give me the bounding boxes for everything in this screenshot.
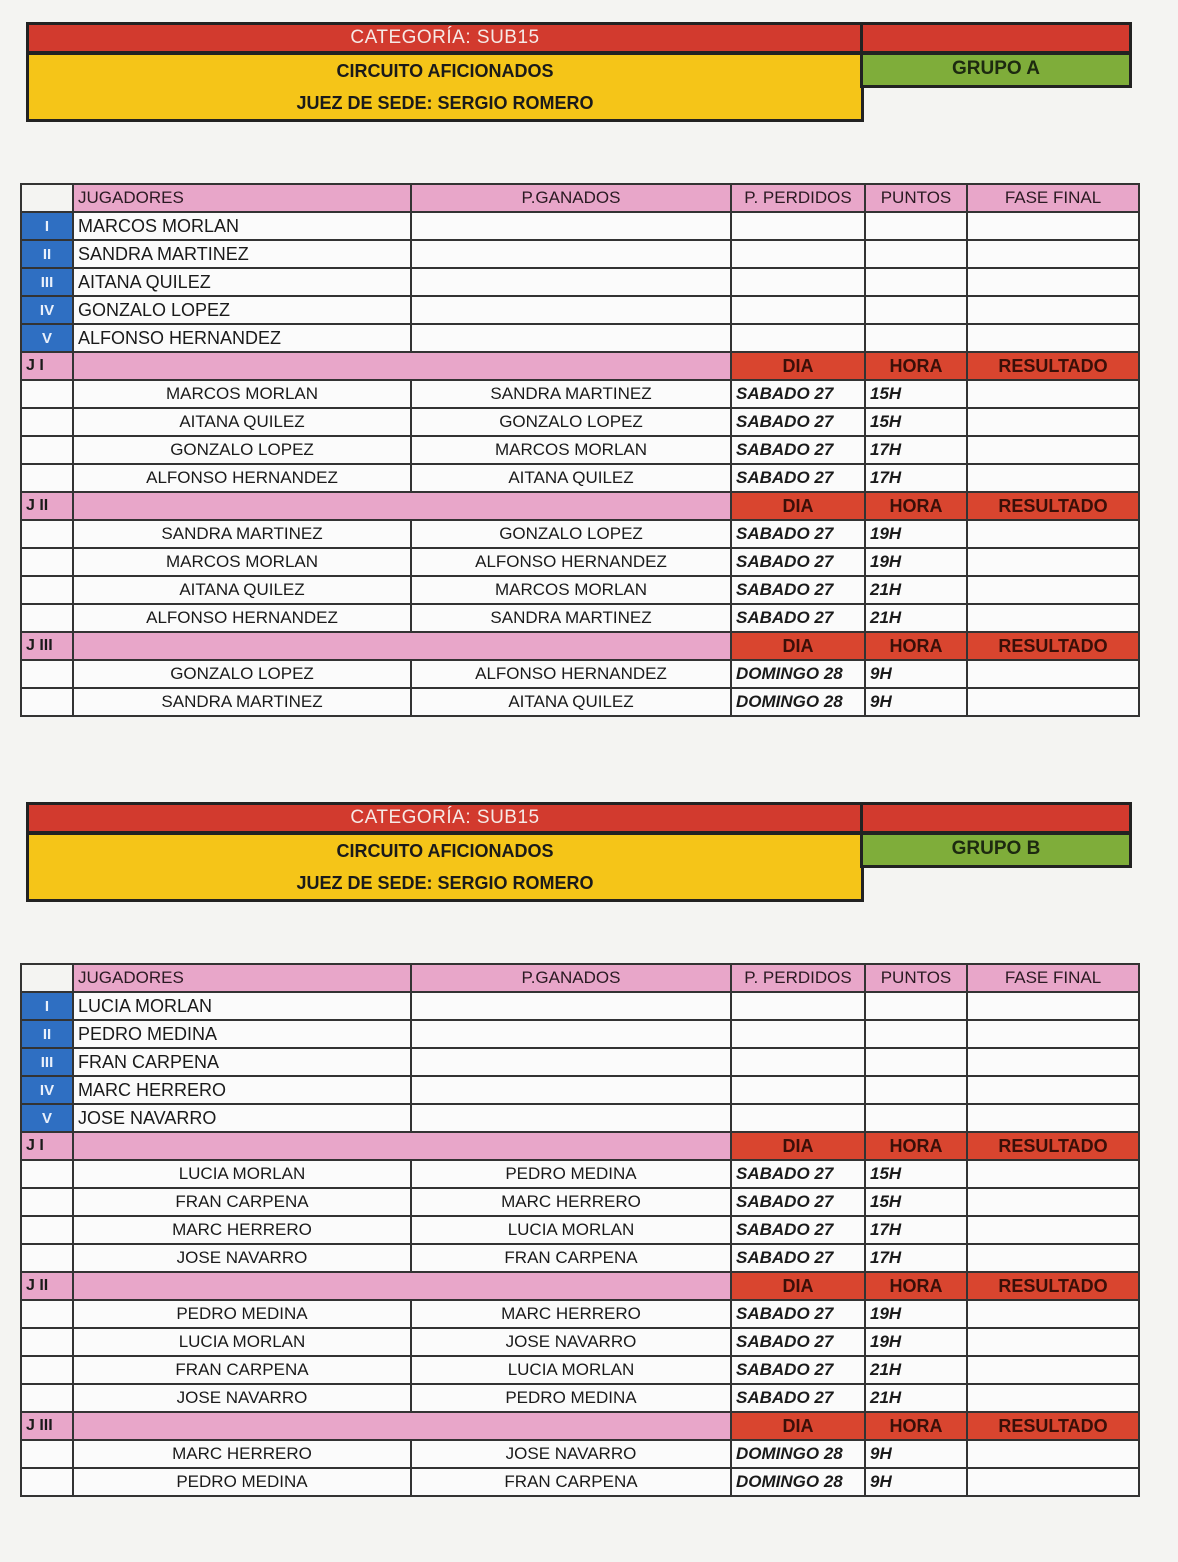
categoria-banner: CATEGORÍA: SUB15 [26,22,864,54]
match-player-1: AITANA QUILEZ [73,576,411,604]
col-jugadores: JUGADORES [73,184,411,212]
match-player-2: PEDRO MEDINA [411,1160,731,1188]
match-blank [21,548,73,576]
circuit-block [26,52,864,122]
match-player-2: SANDRA MARTINEZ [411,380,731,408]
match-row [21,436,1139,464]
stat-cell[interactable] [411,1048,731,1076]
match-player-1: JOSE NAVARRO [73,1384,411,1412]
stat-cell[interactable] [411,324,731,352]
match-day: DOMINGO 28 [731,688,865,716]
stat-cell[interactable] [411,240,731,268]
match-blank [21,464,73,492]
header-row [21,964,1139,992]
juez-label: JUEZ DE SEDE: SERGIO ROMERO [296,93,594,113]
match-result[interactable] [967,1216,1139,1244]
match-player-2: GONZALO LOPEZ [411,520,731,548]
match-player-1: SANDRA MARTINEZ [73,688,411,716]
match-player-2: PEDRO MEDINA [411,1384,731,1412]
match-player-2: MARCOS MORLAN [411,436,731,464]
player-name: ALFONSO HERNANDEZ [73,324,411,352]
match-player-2: JOSE NAVARRO [411,1440,731,1468]
match-day: SABADO 27 [731,604,865,632]
stat-cell[interactable] [967,1076,1139,1104]
player-number: V [21,1104,73,1132]
match-result[interactable] [967,1440,1139,1468]
match-day: SABADO 27 [731,1244,865,1272]
stat-cell[interactable] [967,240,1139,268]
stat-cell[interactable] [865,212,967,240]
hora-header: HORA [865,492,967,520]
match-result[interactable] [967,548,1139,576]
player-row [21,268,1139,296]
player-name: PEDRO MEDINA [73,1020,411,1048]
round-bar [73,1272,731,1300]
stat-cell[interactable] [731,1020,865,1048]
match-day: DOMINGO 28 [731,660,865,688]
match-player-1: MARCOS MORLAN [73,380,411,408]
player-name: MARCOS MORLAN [73,212,411,240]
stat-cell[interactable] [967,1104,1139,1132]
match-row [21,1188,1139,1216]
stat-cell[interactable] [731,268,865,296]
match-row [21,576,1139,604]
match-blank [21,1216,73,1244]
circuito-label: CIRCUITO AFICIONADOS [336,61,554,81]
player-row [21,324,1139,352]
player-row [21,296,1139,324]
resultado-header: RESULTADO [967,1272,1139,1300]
match-blank [21,408,73,436]
round-label: J III [21,1412,73,1440]
match-result[interactable] [967,464,1139,492]
match-day: DOMINGO 28 [731,1468,865,1496]
stat-cell[interactable] [411,212,731,240]
match-blank [21,1356,73,1384]
circuito-label: CIRCUITO AFICIONADOS [336,841,554,861]
match-player-2: JOSE NAVARRO [411,1328,731,1356]
match-player-2: ALFONSO HERNANDEZ [411,660,731,688]
match-player-2: FRAN CARPENA [411,1244,731,1272]
match-hour: 15H [865,408,967,436]
match-player-1: GONZALO LOPEZ [73,660,411,688]
hora-header: HORA [865,632,967,660]
resultado-header: RESULTADO [967,1412,1139,1440]
col-jugadores: JUGADORES [73,964,411,992]
stat-cell[interactable] [731,1104,865,1132]
match-player-1: SANDRA MARTINEZ [73,520,411,548]
stat-cell[interactable] [731,992,865,1020]
match-blank [21,604,73,632]
stat-cell[interactable] [967,296,1139,324]
col-puntos: PUNTOS [865,184,967,212]
dia-header: DIA [731,492,865,520]
match-row [21,380,1139,408]
player-row [21,240,1139,268]
match-result[interactable] [967,1188,1139,1216]
round-bar [73,632,731,660]
player-row [21,1048,1139,1076]
stat-cell[interactable] [865,1076,967,1104]
match-day: SABADO 27 [731,464,865,492]
match-player-1: LUCIA MORLAN [73,1160,411,1188]
match-result[interactable] [967,1356,1139,1384]
match-player-1: ALFONSO HERNANDEZ [73,604,411,632]
match-row [21,660,1139,688]
match-result[interactable] [967,576,1139,604]
match-day: SABADO 27 [731,1160,865,1188]
match-blank [21,688,73,716]
stat-cell[interactable] [967,1048,1139,1076]
match-hour: 19H [865,1300,967,1328]
hora-header: HORA [865,1272,967,1300]
match-row [21,520,1139,548]
match-row [21,1468,1139,1496]
player-number: IV [21,296,73,324]
player-name: MARC HERRERO [73,1076,411,1104]
match-day: SABADO 27 [731,1188,865,1216]
match-player-2: ALFONSO HERNANDEZ [411,548,731,576]
round-header-row [21,632,1139,660]
player-number: I [21,212,73,240]
schedule-table [20,963,1140,1497]
match-hour: 9H [865,1468,967,1496]
match-hour: 21H [865,1384,967,1412]
match-result[interactable] [967,1384,1139,1412]
match-row [21,548,1139,576]
match-row [21,1356,1139,1384]
match-player-2: FRAN CARPENA [411,1468,731,1496]
col-fase-final: FASE FINAL [967,184,1139,212]
match-player-2: AITANA QUILEZ [411,464,731,492]
dia-header: DIA [731,1132,865,1160]
match-hour: 17H [865,1244,967,1272]
stat-cell[interactable] [967,324,1139,352]
stat-cell[interactable] [411,1104,731,1132]
stat-cell[interactable] [967,1020,1139,1048]
match-row [21,1244,1139,1272]
resultado-header: RESULTADO [967,352,1139,380]
match-player-1: ALFONSO HERNANDEZ [73,464,411,492]
match-player-2: GONZALO LOPEZ [411,408,731,436]
match-hour: 17H [865,1216,967,1244]
match-day: SABADO 27 [731,1384,865,1412]
match-player-1: PEDRO MEDINA [73,1468,411,1496]
group-a-section [0,0,1178,770]
match-row [21,1160,1139,1188]
match-result[interactable] [967,408,1139,436]
match-hour: 21H [865,1356,967,1384]
match-day: SABADO 27 [731,380,865,408]
stat-cell[interactable] [967,992,1139,1020]
categoria-banner-right [860,22,1132,54]
match-player-1: MARC HERRERO [73,1440,411,1468]
match-result[interactable] [967,1160,1139,1188]
stat-cell[interactable] [411,1020,731,1048]
player-row [21,1020,1139,1048]
match-result[interactable] [967,1244,1139,1272]
match-day: SABADO 27 [731,576,865,604]
col-puntos: PUNTOS [865,964,967,992]
player-name: AITANA QUILEZ [73,268,411,296]
player-row [21,1104,1139,1132]
match-player-2: AITANA QUILEZ [411,688,731,716]
stat-cell[interactable] [731,324,865,352]
match-player-1: MARCOS MORLAN [73,548,411,576]
player-name: FRAN CARPENA [73,1048,411,1076]
match-blank [21,1244,73,1272]
match-blank [21,660,73,688]
match-blank [21,436,73,464]
round-bar [73,492,731,520]
stat-cell[interactable] [865,240,967,268]
match-blank [21,1328,73,1356]
col-ganados: P.GANADOS [411,184,731,212]
player-name: LUCIA MORLAN [73,992,411,1020]
round-label: J III [21,632,73,660]
round-header-row [21,1412,1139,1440]
match-result[interactable] [967,660,1139,688]
juez-label: JUEZ DE SEDE: SERGIO ROMERO [296,873,594,893]
stat-cell[interactable] [731,296,865,324]
stat-cell[interactable] [731,1076,865,1104]
match-day: SABADO 27 [731,408,865,436]
match-hour: 15H [865,1160,967,1188]
match-day: SABADO 27 [731,1356,865,1384]
col-perdidos: P. PERDIDOS [731,184,865,212]
match-player-1: LUCIA MORLAN [73,1328,411,1356]
match-result[interactable] [967,1468,1139,1496]
stat-cell[interactable] [865,992,967,1020]
match-day: SABADO 27 [731,436,865,464]
player-name: JOSE NAVARRO [73,1104,411,1132]
match-blank [21,576,73,604]
stat-cell[interactable] [411,296,731,324]
header-row [21,184,1139,212]
col-fase-final: FASE FINAL [967,964,1139,992]
stat-cell[interactable] [411,1076,731,1104]
circuit-block [26,832,864,902]
player-number: IV [21,1076,73,1104]
match-result[interactable] [967,604,1139,632]
schedule-table [20,183,1140,717]
stat-cell[interactable] [967,212,1139,240]
round-label: J I [21,352,73,380]
player-number: III [21,268,73,296]
round-label: J I [21,1132,73,1160]
round-header-row [21,352,1139,380]
group-b-section [0,780,1178,1562]
player-row [21,992,1139,1020]
match-hour: 15H [865,1188,967,1216]
stat-cell[interactable] [411,992,731,1020]
stat-cell[interactable] [411,268,731,296]
match-hour: 9H [865,1440,967,1468]
dia-header: DIA [731,632,865,660]
match-player-1: FRAN CARPENA [73,1188,411,1216]
resultado-header: RESULTADO [967,632,1139,660]
match-result[interactable] [967,1328,1139,1356]
match-result[interactable] [967,380,1139,408]
player-number: V [21,324,73,352]
round-header-row [21,492,1139,520]
match-player-1: GONZALO LOPEZ [73,436,411,464]
match-hour: 19H [865,1328,967,1356]
match-blank [21,1440,73,1468]
match-player-1: FRAN CARPENA [73,1356,411,1384]
stat-cell[interactable] [865,296,967,324]
match-player-2: SANDRA MARTINEZ [411,604,731,632]
match-player-1: MARC HERRERO [73,1216,411,1244]
resultado-header: RESULTADO [967,492,1139,520]
stat-cell[interactable] [865,324,967,352]
match-hour: 9H [865,688,967,716]
match-day: SABADO 27 [731,520,865,548]
match-blank [21,1384,73,1412]
match-blank [21,520,73,548]
match-hour: 17H [865,436,967,464]
player-number: III [21,1048,73,1076]
match-player-1: PEDRO MEDINA [73,1300,411,1328]
match-row [21,1300,1139,1328]
stat-cell[interactable] [865,1048,967,1076]
player-row [21,212,1139,240]
stat-cell[interactable] [731,240,865,268]
match-result[interactable] [967,688,1139,716]
match-row [21,1440,1139,1468]
match-hour: 9H [865,660,967,688]
match-result[interactable] [967,520,1139,548]
dia-header: DIA [731,352,865,380]
col-ganados: P.GANADOS [411,964,731,992]
match-blank [21,1160,73,1188]
match-day: SABADO 27 [731,1300,865,1328]
match-player-2: MARCOS MORLAN [411,576,731,604]
match-player-2: MARC HERRERO [411,1300,731,1328]
match-hour: 19H [865,548,967,576]
round-label: J II [21,1272,73,1300]
player-name: SANDRA MARTINEZ [73,240,411,268]
match-player-2: MARC HERRERO [411,1188,731,1216]
match-blank [21,1468,73,1496]
hora-header: HORA [865,1132,967,1160]
match-row [21,1216,1139,1244]
resultado-header: RESULTADO [967,1132,1139,1160]
match-day: DOMINGO 28 [731,1440,865,1468]
categoria-banner-right [860,802,1132,834]
grupo-label: GRUPO A [860,52,1132,88]
round-header-row [21,1132,1139,1160]
match-hour: 19H [865,520,967,548]
hora-header: HORA [865,352,967,380]
hora-header: HORA [865,1412,967,1440]
match-row [21,464,1139,492]
match-day: SABADO 27 [731,548,865,576]
match-blank [21,1300,73,1328]
dia-header: DIA [731,1272,865,1300]
grupo-label: GRUPO B [860,832,1132,868]
match-hour: 17H [865,464,967,492]
player-number: I [21,992,73,1020]
match-day: SABADO 27 [731,1328,865,1356]
player-row [21,1076,1139,1104]
round-label: J II [21,492,73,520]
match-hour: 21H [865,576,967,604]
stat-cell[interactable] [731,1048,865,1076]
stat-cell[interactable] [731,212,865,240]
player-number: II [21,1020,73,1048]
round-bar [73,1132,731,1160]
match-player-2: LUCIA MORLAN [411,1356,731,1384]
match-row [21,604,1139,632]
stat-cell[interactable] [967,268,1139,296]
match-hour: 21H [865,604,967,632]
match-player-2: LUCIA MORLAN [411,1216,731,1244]
match-row [21,1384,1139,1412]
player-name: GONZALO LOPEZ [73,296,411,324]
round-bar [73,1412,731,1440]
categoria-banner: CATEGORÍA: SUB15 [26,802,864,834]
player-number: II [21,240,73,268]
stat-cell[interactable] [865,1020,967,1048]
match-row [21,688,1139,716]
round-bar [73,352,731,380]
round-header-row [21,1272,1139,1300]
dia-header: DIA [731,1412,865,1440]
match-row [21,408,1139,436]
match-blank [21,380,73,408]
col-perdidos: P. PERDIDOS [731,964,865,992]
match-player-1: JOSE NAVARRO [73,1244,411,1272]
match-blank [21,1188,73,1216]
match-day: SABADO 27 [731,1216,865,1244]
match-player-1: AITANA QUILEZ [73,408,411,436]
match-hour: 15H [865,380,967,408]
stat-cell[interactable] [865,1104,967,1132]
match-result[interactable] [967,1300,1139,1328]
match-result[interactable] [967,436,1139,464]
match-row [21,1328,1139,1356]
stat-cell[interactable] [865,268,967,296]
